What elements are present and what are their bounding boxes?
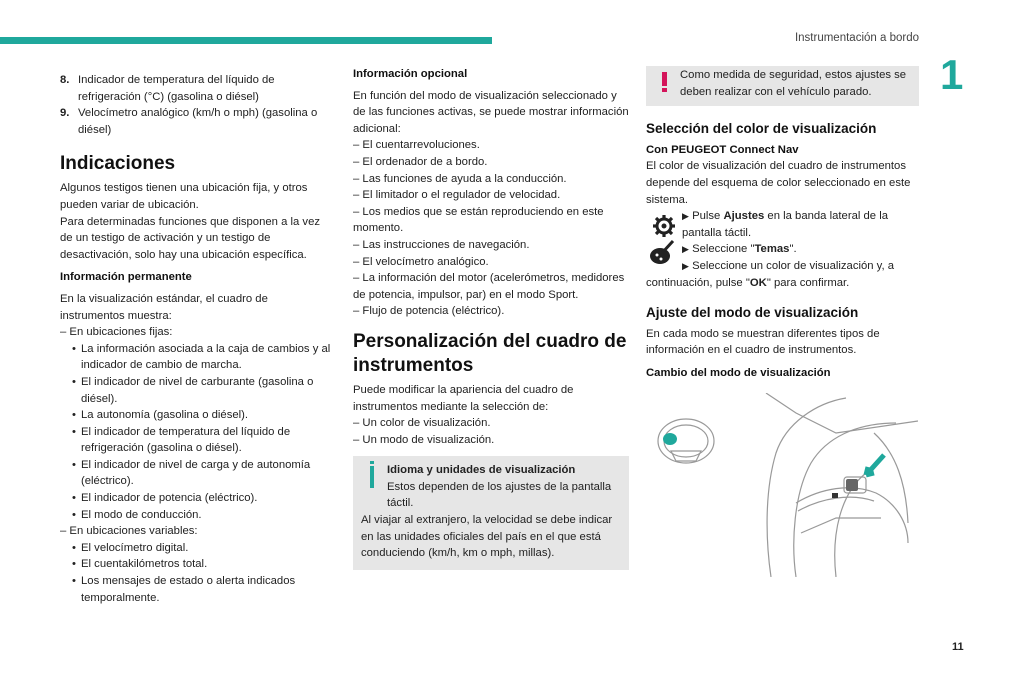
- scroll-wheel: [846, 479, 858, 491]
- heading-mode: Ajuste del modo de visualización: [646, 305, 859, 321]
- list-item: – Las instrucciones de navegación.: [353, 238, 530, 251]
- paragraph: El color de visualización del cuadro de instrumentos depende del esquema de color seleccionado en este sistema.: [646, 160, 911, 206]
- paragraph: En cada modo se muestran diferentes tipos de información en el cuadro de instrumentos.: [646, 327, 880, 357]
- list-item: • El indicador de nivel de carburante (gasolina o diésel).: [72, 375, 314, 405]
- info-box: [353, 456, 629, 570]
- subheading: Información opcional: [353, 68, 468, 80]
- list-item: • Los mensajes de estado o alerta indicados temporalmente.: [72, 575, 296, 604]
- header-accent-bar: [0, 37, 492, 44]
- paragraph: En función del modo de visualización seleccionado y de las funciones activas, se puede mostrar información adicional:: [353, 89, 629, 135]
- list-item: • La autonomía (gasolina o diésel).: [72, 409, 249, 422]
- list-item: • El indicador de temperatura del líquido de refrigeración (gasolina o diésel).: [72, 425, 291, 455]
- subheading: Cambio del modo de visualización: [646, 366, 831, 379]
- list-item: – Los medios que se están reproduciendo en este momento.: [353, 205, 604, 235]
- arrow-icon: [866, 455, 884, 475]
- info-text: Estos dependen de los ajustes de la pantalla táctil.: [387, 480, 612, 510]
- list-dash: – En ubicaciones fijas:: [60, 326, 173, 339]
- info-title: Idioma y unidades de visualización: [387, 464, 576, 477]
- heading-personalizacion: Personalización del cuadro de instrumentos: [353, 330, 627, 376]
- chapter-number: 1: [940, 51, 964, 98]
- list-item: – El velocímetro analógico.: [353, 255, 489, 268]
- step: ▶ Seleccione "Temas".: [646, 241, 921, 258]
- heading-indicaciones: Indicaciones: [60, 153, 176, 175]
- list-item: – El ordenador de a bordo.: [353, 155, 488, 168]
- list-item: 9. Velocímetro analógico (km/h o mph) (gasolina o diésel): [60, 107, 318, 136]
- list-item: • El indicador de potencia (eléctrico).: [72, 492, 258, 505]
- list-item: • El cuentakilómetros total.: [72, 558, 208, 571]
- list-item: • El modo de conducción.: [72, 508, 202, 521]
- column-2: [353, 66, 629, 570]
- gear-icon: [646, 208, 682, 238]
- info-text: Al viajar al extranjero, la velocidad se debe indicar en las unidades oficiales del país en el que está conduciendo (km/h, km o mph, millas).: [361, 514, 613, 560]
- list-item: – Un modo de visualización.: [353, 433, 495, 446]
- list-dash: – En ubicaciones variables:: [60, 525, 198, 538]
- warning-icon: [662, 72, 667, 86]
- paragraph: Para determinadas funciones que disponen a la vez de un testigo de activación y un testigo de desactivación, solo hay una ubicación específica.: [60, 215, 320, 261]
- list-item: – Un color de visualización.: [353, 417, 491, 430]
- warning-text: Como medida de seguridad, estos ajustes se deben realizar con el vehículo parado.: [680, 69, 907, 98]
- section-title: Instrumentación a bordo: [794, 32, 919, 44]
- list-item: – La información del motor (acelerómetros, medidores de potencia, impulsor, par) en el modo Sport.: [353, 272, 625, 301]
- column-1: [60, 72, 335, 606]
- warning-box: [646, 66, 919, 106]
- list-item: – Las funciones de ayuda a la conducción.: [353, 172, 567, 185]
- list-item: – El limitador o el regulador de velocidad.: [353, 189, 561, 202]
- palette-icon: [646, 241, 682, 257]
- list-item: 8. Indicador de temperatura del líquido de refrigeración (°C) (gasolina o diésel): [60, 74, 275, 103]
- paragraph: En la visualización estándar, el cuadro de instrumentos muestra:: [60, 292, 268, 322]
- list-item: • La información asociada a la caja de cambios y al indicador de cambio de marcha.: [72, 342, 331, 372]
- paragraph: Puede modificar la apariencia del cuadro de instrumentos mediante la selección de:: [353, 383, 574, 413]
- steering-wheel-illustration: [646, 393, 918, 577]
- list-item: – Flujo de potencia (eléctrico).: [353, 305, 505, 318]
- list-item: – El cuentarrevoluciones.: [353, 139, 480, 152]
- page-number: 11: [952, 641, 964, 653]
- subheading: Información permanente: [60, 271, 192, 284]
- subheading: Con PEUGEOT Connect Nav: [646, 143, 799, 156]
- step: ▶ Seleccione un color de visualización y, a continuación, pulse "OK" para confirmar.: [646, 259, 895, 289]
- heading-color: Selección del color de visualización: [646, 121, 877, 137]
- highlighted-button: [663, 433, 677, 445]
- step: ▶ Pulse Ajustes en la banda lateral de la pantalla táctil.: [646, 208, 921, 241]
- paragraph: Algunos testigos tienen una ubicación fija, y otros pueden variar de ubicación.: [60, 182, 308, 211]
- info-icon: [370, 461, 374, 464]
- column-3: [646, 66, 921, 387]
- list-item: • El indicador de nivel de carga y de autonomía (eléctrico).: [72, 458, 311, 488]
- list-item: • El velocímetro digital.: [72, 541, 189, 554]
